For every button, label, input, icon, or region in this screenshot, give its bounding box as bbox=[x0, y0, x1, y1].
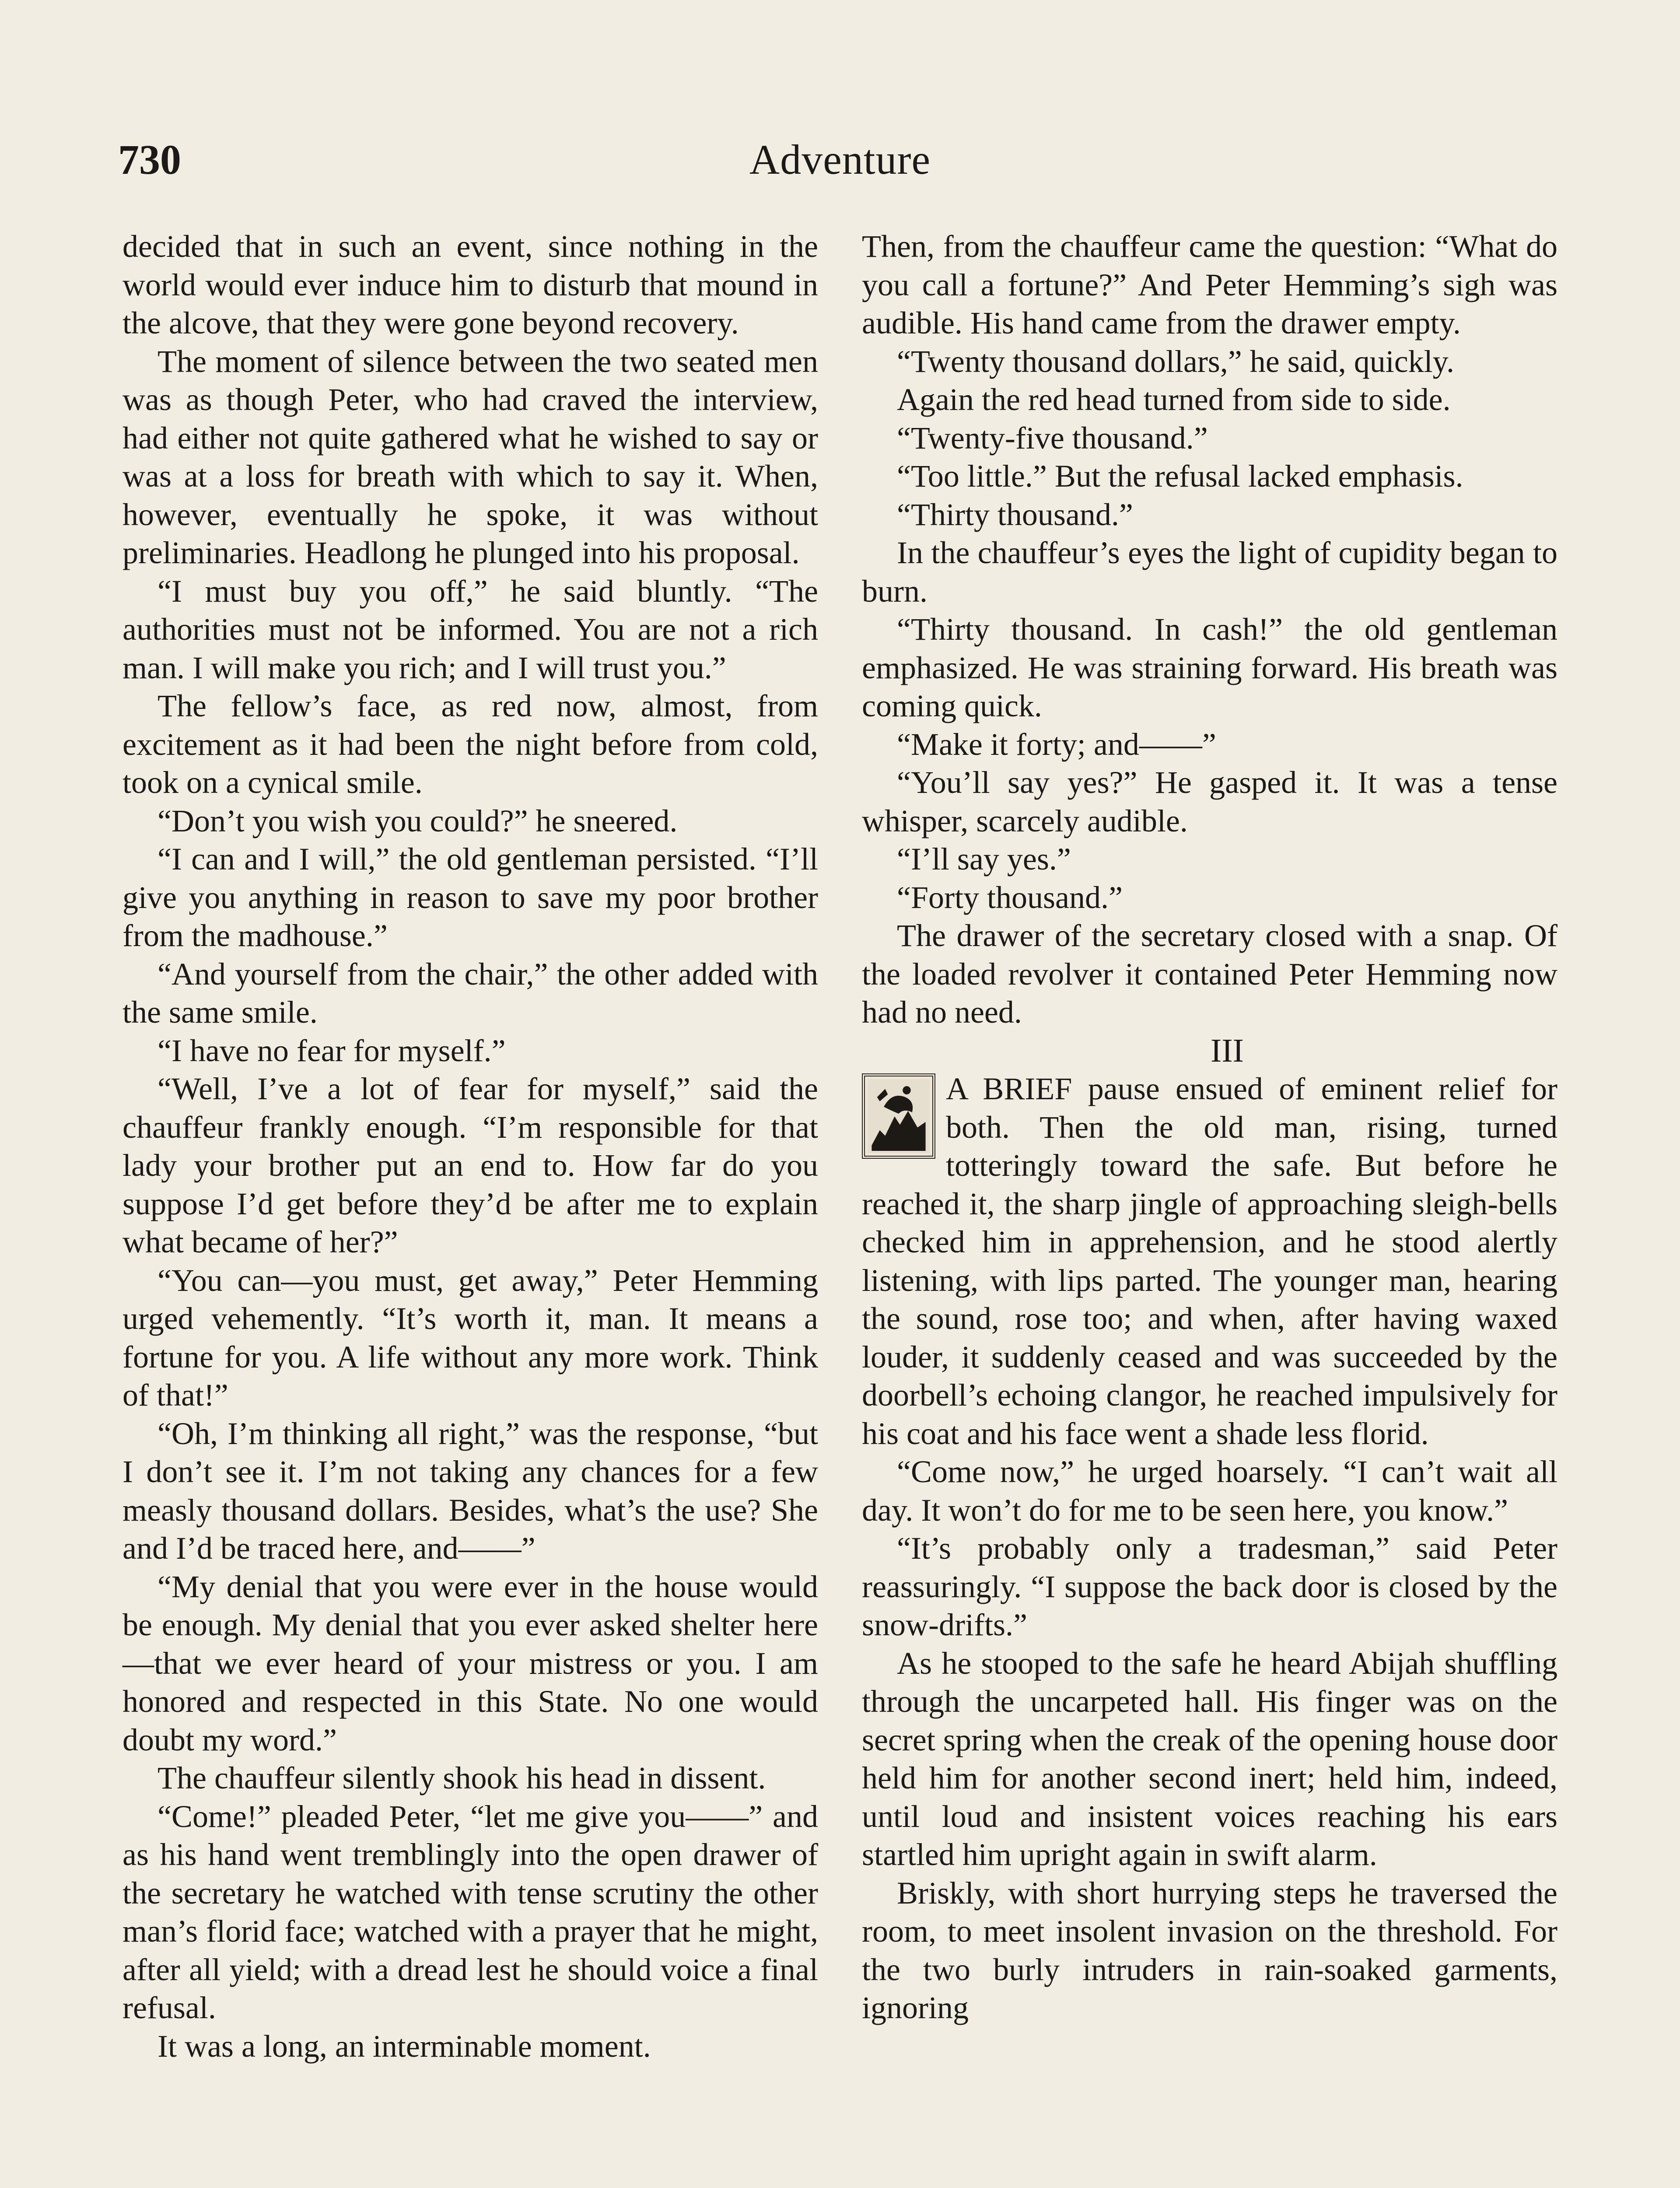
paragraph: “I have no fear for myself.” bbox=[158, 1033, 506, 1068]
paragraph: “I’ll say yes.” bbox=[897, 842, 1071, 877]
paragraph: “Twenty thousand dollars,” he said, quickly. bbox=[897, 344, 1454, 379]
paragraph: “Make it forty; and——” bbox=[897, 726, 1216, 762]
paragraph: The drawer of the secretary closed with a snap. Of the loaded revolver it contained Peter Hemming now had no need. bbox=[862, 918, 1558, 1030]
paragraph: “Twenty-five thousand.” bbox=[897, 420, 1208, 456]
paragraph: “Well, I’ve a lot of fear for myself,” said the chauffeur frankly enough. “I’m responsible for that lady your brother put an end to. How far do you suppose I’d get before they’d be after me to explain what became of her?” bbox=[122, 1071, 818, 1259]
paragraph: Again the red head turned from side to side. bbox=[897, 382, 1451, 417]
paragraph: “You can—you must, get away,” Peter Hemming urged vehemently. “It’s worth it, man. It means a fortune for you. A life without any more work. Think of that!” bbox=[122, 1262, 818, 1413]
paragraph: “Thirty thousand.” bbox=[897, 497, 1133, 532]
left-column bbox=[122, 228, 818, 2065]
paragraph: The chauffeur silently shook his head in dissent. bbox=[158, 1760, 766, 1795]
paragraph: “It’s probably only a tradesman,” said Peter reassuringly. “I suppose the back door is closed by the snow-drifts.” bbox=[862, 1531, 1558, 1642]
page-number: 730 bbox=[118, 136, 181, 183]
section-heading: III bbox=[1211, 1032, 1244, 1069]
running-head: Adventure bbox=[749, 136, 931, 183]
paragraph: In the chauffeur’s eyes the light of cupidity began to burn. bbox=[862, 535, 1558, 609]
paragraph: “You’ll say yes?” He gasped it. It was a tense whisper, scarcely audible. bbox=[862, 765, 1558, 838]
paragraph: “Forty thousand.” bbox=[897, 880, 1123, 915]
paragraph: Then, from the chauffeur came the question: “What do you call a fortune?” And Peter Hemming’s sigh was audible. His hand came from the drawer empty. bbox=[862, 229, 1558, 340]
paragraph: “And yourself from the chair,” the other added with the same smile. bbox=[122, 956, 818, 1030]
drop-cap-paragraph bbox=[862, 1070, 1558, 1453]
paragraph: “I must buy you off,” he said bluntly. “The authorities must not be informed. You are not a rich man. I will make you rich; and I will trust you.” bbox=[122, 573, 818, 685]
paragraph: It was a long, an interminable moment. bbox=[158, 2028, 651, 2064]
paragraph: “Don’t you wish you could?” he sneered. bbox=[158, 803, 678, 838]
page-header bbox=[118, 127, 1562, 193]
drop-cap-illustration-icon bbox=[862, 1073, 935, 1159]
paragraph: decided that in such an event, since nothing in the world would ever induce him to disturb that mound in the alcove, that they were gone beyond recovery. bbox=[122, 229, 818, 340]
paragraph: “My denial that you were ever in the house would be enough. My denial that you ever asked shelter here—that we ever heard of your mistress or you. I am honored and respected in this State. No one would doubt my word.” bbox=[122, 1569, 818, 1757]
paragraph: “Come!” pleaded Peter, “let me give you——” and as his hand went tremblingly into the open drawer of the secretary he watched with tense scrutiny the other man’s florid face; watched with a prayer that he might, after all yield; with a dread lest he should voice a final refusal. bbox=[122, 1799, 818, 2025]
paragraph: As he stooped to the safe he heard Abijah shuffling through the uncarpeted hall. His finger was on the secret spring when the creak of the opening house door held him for another second inert; held him, indeed, until loud and insistent voices reaching his ears startled him upright again in swift alarm. bbox=[862, 1645, 1558, 1872]
paragraph: The fellow’s face, as red now, almost, from excitement as it had been the night before from cold, took on a cynical smile. bbox=[122, 688, 818, 800]
paragraph: Briskly, with short hurrying steps he traversed the room, to meet insolent invasion on the threshold. For the two burly intruders in rain-soaked garments, ignoring bbox=[862, 1875, 1558, 2025]
paragraph: The moment of silence between the two seated men was as though Peter, who had craved the interview, had either not quite gathered what he wished to say or was at a loss for breath with which to say it. When, however, eventually he spoke, it was without preliminaries. Headlong he plunged into his proposal. bbox=[122, 344, 818, 570]
paragraph: A BRIEF pause ensued of eminent relief for both. Then the old man, rising, turned totteringly toward the safe. But before he reached it, the sharp jingle of approaching sleigh-bells checked him in apprehension, and he stood alertly listening, with lips parted. The younger man, hearing the sound, rose too; and when, after having waxed louder, it suddenly ceased and was succeeded by the doorbell’s echoing clangor, he reached impulsively for his coat and his face went a shade less florid. bbox=[862, 1071, 1558, 1451]
paragraph: “Thirty thousand. In cash!” the old gentleman emphasized. He was straining forward. His breath was coming quick. bbox=[862, 612, 1558, 723]
paragraph: “I can and I will,” the old gentleman persisted. “I’ll give you anything in reason to save my poor brother from the madhouse.” bbox=[122, 842, 818, 953]
paragraph: “Come now,” he urged hoarsely. “I can’t wait all day. It won’t do for me to be seen here, you know.” bbox=[862, 1454, 1558, 1528]
paragraph: “Oh, I’m thinking all right,” was the response, “but I don’t see it. I’m not taking any chances for a few measly thousand dollars. Besides, what’s the use? She and I’d be traced here, and——” bbox=[122, 1416, 818, 1566]
paragraph: “Too little.” But the refusal lacked emphasis. bbox=[897, 459, 1463, 494]
right-column bbox=[862, 228, 1558, 2027]
